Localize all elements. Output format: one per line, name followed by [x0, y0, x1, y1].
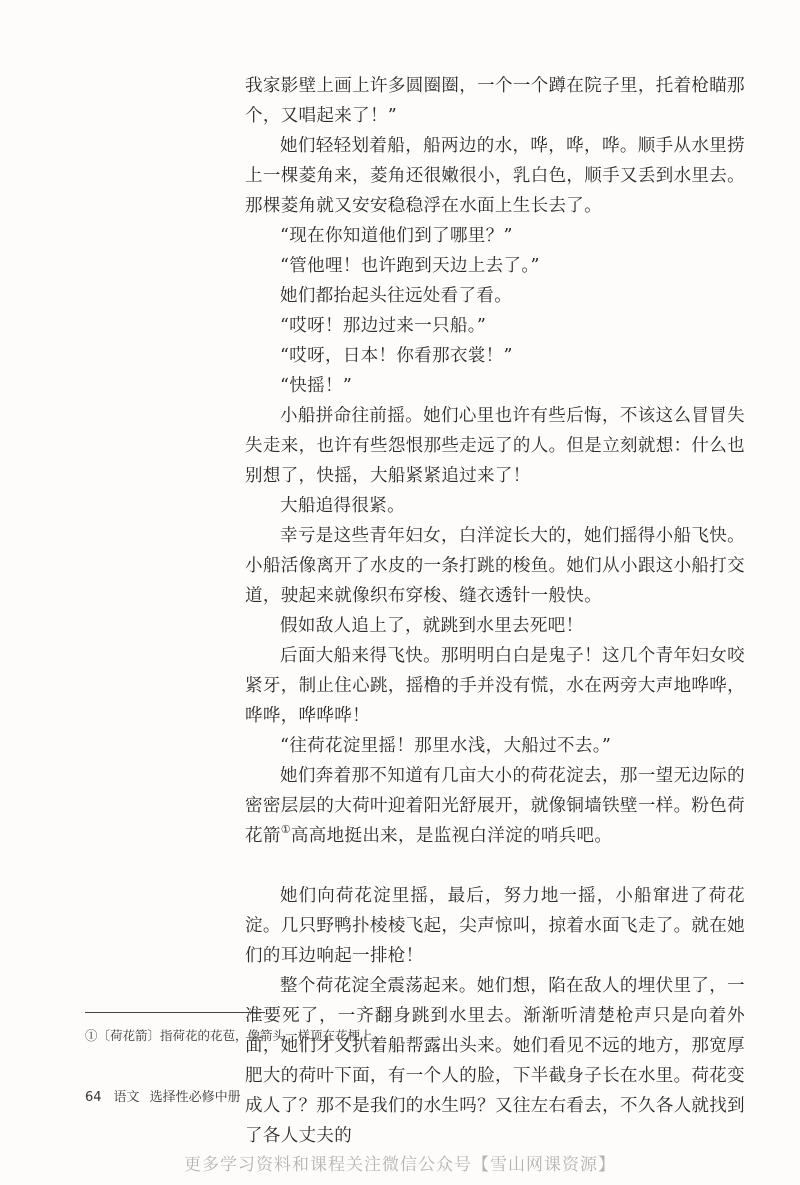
paragraph: “管他哩！也许跑到天边上去了。”: [280, 256, 540, 276]
page-footer: [85, 1086, 241, 1105]
paragraph: “快摇！”: [280, 376, 353, 396]
footnote-reference[interactable]: ①: [280, 823, 291, 836]
paragraph: 她们向荷花淀里摇，最后，努力地一摇，小船窜进了荷花淀。几只野鸭扑棱棱飞起，尖声惊叫，掠着水面飞走了。就在她们的耳边响起一排枪！: [245, 886, 745, 966]
paragraph: 整个荷花淀全震荡起来。她们想，陷在敌人的埋伏里了，一准要死了，一齐翻身跳到水里去。渐渐听清楚枪声只是向着外面，她们才又扒着船帮露出头来。她们看见不远的地方，那宽厚肥大的荷叶下面，有一个人的脸，下半截身子长在水里。荷花变成人了？那不是我们的水生吗？又往左右看去，不久各人就找到了各人丈夫的: [245, 976, 745, 1146]
paragraph-text: 高高地挺出来，是监视白洋淀的哨兵吧。: [290, 826, 613, 846]
paragraph: 她们都抬起头往远处看了看。: [280, 286, 513, 306]
footnote-divider: [85, 1012, 265, 1013]
body-text: [245, 71, 745, 1151]
paragraph: “哎呀，日本！你看那衣裳！”: [280, 346, 513, 366]
paragraph-with-footnote: [245, 761, 745, 851]
paragraph: 小船拼命往前摇。她们心里也许有些后悔，不该这么冒冒失失走来，也许有些怨恨那些走远了的人。但是立刻就想：什么也别想了，快摇，大船紧紧追过来了！: [245, 406, 745, 486]
paragraph: 假如敌人追上了，就跳到水里去死吧！: [280, 616, 584, 636]
paragraph: “现在你知道他们到了哪里？”: [280, 226, 513, 246]
book-title: 选择性必修中册: [149, 1090, 241, 1105]
subject-label: 语文: [113, 1090, 140, 1105]
paragraph: 我家影壁上画上许多圆圈圈，一个一个蹲在院子里，托着枪瞄那个，又唱起来了！”: [245, 76, 745, 126]
footnote-marker: ①: [85, 1028, 98, 1043]
paragraph: 幸亏是这些青年妇女，白洋淀长大的，她们摇得小船飞快。小船活像离开了水皮的一条打跳的梭鱼。她们从小跟这小船打交道，驶起来就像织布穿梭、缝衣透针一般快。: [245, 526, 745, 606]
paragraph: 后面大船来得飞快。那明明白白是鬼子！这几个青年妇女咬紧牙，制止住心跳，摇橹的手并没有慌，水在两旁大声地哗哗，哗哗，哗哗哗！: [245, 646, 745, 726]
paragraph: 她们轻轻划着船，船两边的水，哗，哗，哗。顺手从水里捞上一棵菱角来，菱角还很嫩很小，乳白色，顺手又丢到水里去。那棵菱角就又安安稳稳浮在水面上生长去了。: [245, 136, 745, 216]
footnote-text: 指荷花的花苞，像箭头一样顶在花梗上。: [160, 1028, 386, 1043]
watermark-text: 更多学习资料和课程关注微信公众号【雪山网课资源】: [184, 1155, 616, 1175]
paragraph: “哎呀！那边过来一只船。”: [280, 316, 487, 336]
paragraph-text: 她们奔着那不知道有几亩大小的荷花淀去，那一望无边际的密密层层的大荷叶迎着阳光舒展开，就像铜墙铁壁一样。粉色荷花箭: [245, 766, 745, 846]
page-number: 64: [85, 1090, 102, 1105]
footnote-term: 〔荷花箭〕: [97, 1028, 161, 1043]
footnote: [85, 1027, 385, 1045]
paragraph: 大船追得很紧。: [280, 496, 405, 516]
paragraph: “往荷花淀里摇！那里水浅，大船过不去。”: [280, 736, 612, 756]
